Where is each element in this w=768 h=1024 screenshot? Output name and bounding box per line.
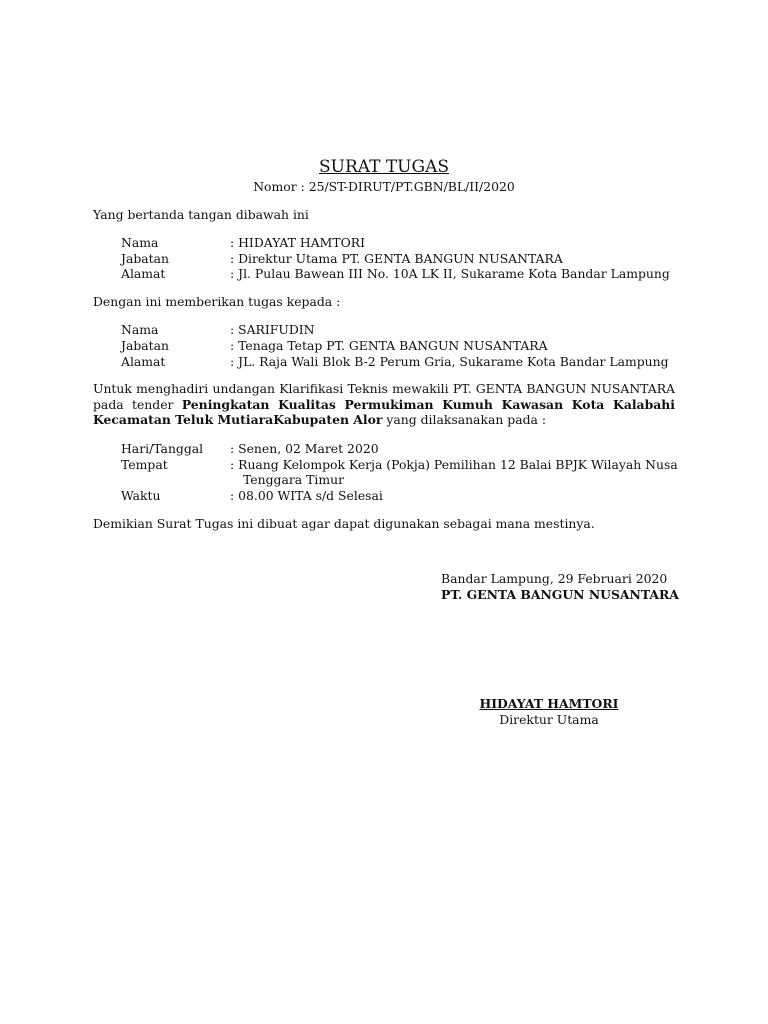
letter-title: SURAT TUGAS [318, 157, 450, 177]
signer-name-label: Nama [121, 235, 159, 250]
purpose-line-2 [93, 397, 675, 413]
schedule-time-label: Waktu [121, 488, 161, 503]
purpose-line-2-prefix: pada tender [93, 396, 182, 412]
assignee-position-label: Jabatan [121, 338, 170, 353]
purpose-line-3 [93, 412, 675, 428]
signer-address-label: Alamat [121, 266, 166, 281]
purpose-line-3-suffix: yang dilaksanakan pada : [382, 412, 547, 427]
tender-name-part-1: Peningkatan Kualitas Permukiman Kumuh Kawasan Kota Kalabahi [181, 396, 675, 412]
assignee-address-label: Alamat [121, 354, 166, 369]
assignee-position-value: : Tenaga Tetap PT. GENTA BANGUN NUSANTARA [230, 338, 548, 353]
assign-intro-text: Dengan ini memberikan tugas kepada : [93, 294, 341, 309]
signer-position-label: Jabatan [121, 251, 170, 266]
signer-position-value: : Direktur Utama PT. GENTA BANGUN NUSANTARA [230, 251, 563, 266]
tender-name-part-2: Kecamatan Teluk MutiaraKabupaten Alor [93, 412, 383, 427]
intro-text: Yang bertanda tangan dibawah ini [93, 207, 309, 222]
signature-company: PT. GENTA BANGUN NUSANTARA [441, 587, 679, 602]
assignee-name-label: Nama [121, 322, 159, 337]
signature-name: HIDAYAT HAMTORI [479, 696, 619, 711]
signer-name-value: : HIDAYAT HAMTORI [230, 235, 365, 250]
assignee-name-value: : SARIFUDIN [230, 322, 315, 337]
schedule-day-label: Hari/Tanggal [121, 441, 204, 456]
schedule-place-label: Tempat [121, 457, 168, 472]
assignee-address-value: : JL. Raja Wali Blok B-2 Perum Gria, Sukarame Kota Bandar Lampung [230, 354, 669, 369]
signature-title: Direktur Utama [499, 712, 599, 727]
letter-number: Nomor : 25/ST-DIRUT/PT.GBN/BL/II/2020 [253, 179, 515, 194]
closing-text: Demikian Surat Tugas ini dibuat agar dapat digunakan sebagai mana mestinya. [93, 516, 595, 531]
purpose-line-1: Untuk menghadiri undangan Klarifikasi Teknis mewakili PT. GENTA BANGUN NUSANTARA [93, 381, 675, 396]
schedule-day-value: : Senen, 02 Maret 2020 [230, 441, 379, 456]
purpose-paragraph [93, 381, 675, 428]
signature-place-date: Bandar Lampung, 29 Februari 2020 [441, 571, 668, 586]
signer-address-value: : Jl. Pulau Bawean III No. 10A LK II, Sukarame Kota Bandar Lampung [230, 266, 670, 281]
schedule-time-value: : 08.00 WITA s/d Selesai [230, 488, 383, 503]
schedule-place-value-1: : Ruang Kelompok Kerja (Pokja) Pemilihan 12 Balai BPJK Wilayah Nusa [230, 457, 678, 472]
schedule-place-value-2: Tenggara Timur [243, 472, 344, 487]
